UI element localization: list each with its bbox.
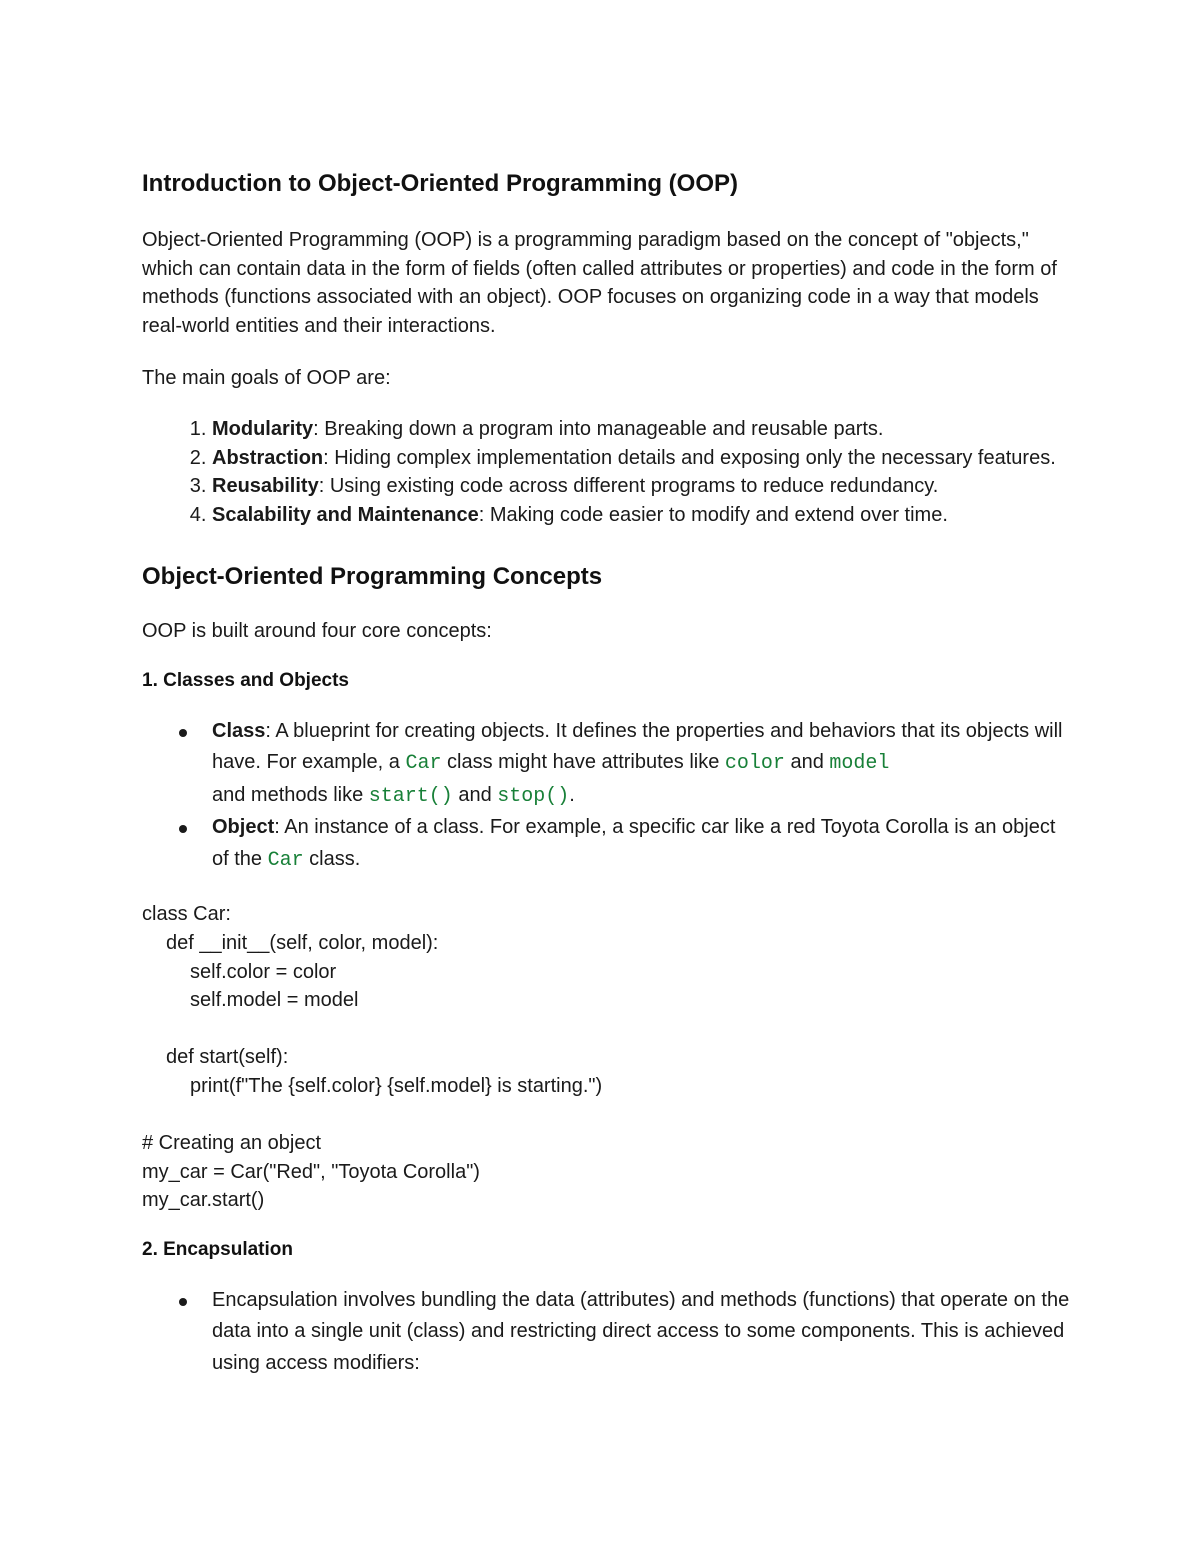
goal-desc: : Making code easier to modify and extend over time. — [478, 503, 948, 526]
inline-code: color — [724, 752, 785, 776]
inline-code: Car — [405, 752, 442, 776]
goal-term: Scalability and Maintenance — [212, 503, 479, 526]
concepts-lead: OOP is built around four core concepts: — [142, 620, 492, 643]
code-line: class Car: — [142, 903, 231, 926]
code-line: def __init__(self, color, model): — [166, 932, 439, 955]
document-page — [142, 168, 1072, 1379]
document-title: Introduction to Object-Oriented Programming (OOP) — [142, 170, 739, 197]
code-line: self.model = model — [190, 989, 359, 1012]
list-item — [212, 812, 1072, 876]
code-line: def start(self): — [166, 1046, 289, 1069]
list-item — [212, 716, 1072, 813]
goal-term: Abstraction — [212, 446, 324, 469]
bullet-term: Object — [212, 816, 275, 839]
goal-desc: : Hiding complex implementation details and exposing only the necessary features. — [323, 446, 1056, 469]
inline-code: model — [829, 752, 890, 776]
intro-paragraph: Object-Oriented Programming (OOP) is a programming paradigm based on the concept of "objects," which can contain data in the form of fields (often called attributes or properties) and code in the form of methods (functions associated with an object). OOP focuses on organizing code in a way that models real-world entities and their interactions. — [142, 229, 1057, 337]
goal-desc: : Breaking down a program into manageable and reusable parts. — [313, 417, 884, 440]
code-line: print(f"The {self.color} {self.model} is starting.") — [190, 1075, 603, 1097]
list-item — [212, 501, 1072, 530]
inline-code: Car — [267, 848, 304, 872]
bullet-text: : An instance of a class. For example, a specific car like a red Toyota Corolla is an object of the — [212, 816, 1056, 870]
code-example — [142, 900, 1072, 1215]
encapsulation-bullet-list — [142, 1285, 1072, 1380]
bullet-text: Encapsulation involves bundling the data (attributes) and methods (functions) that operate on the data into a single unit (class) and restricting direct access to some components. This is achieved using access modifiers: — [212, 1288, 1070, 1374]
code-line: self.color = color — [190, 960, 337, 983]
code-blank-line — [142, 1015, 1072, 1044]
bullet-text: and — [784, 751, 830, 774]
list-item — [212, 472, 1072, 501]
bullet-text: . — [569, 783, 575, 806]
list-item — [212, 444, 1072, 473]
encapsulation-heading: 2. Encapsulation — [142, 1238, 293, 1260]
bullet-text: and — [452, 783, 498, 806]
bullet-icon — [179, 825, 187, 833]
bullet-text: class. — [303, 847, 361, 870]
goal-term: Modularity — [212, 417, 314, 440]
bullet-icon — [179, 729, 187, 737]
code-line: # Creating an object — [142, 1132, 322, 1155]
code-line: my_car.start() — [142, 1189, 265, 1212]
classes-bullet-list — [142, 716, 1072, 877]
concepts-heading: Object-Oriented Programming Concepts — [142, 563, 603, 591]
list-item — [212, 415, 1072, 444]
inline-code: start() — [368, 784, 453, 808]
inline-code: stop() — [497, 784, 570, 808]
classes-heading: 1. Classes and Objects — [142, 669, 349, 691]
goals-lead: The main goals of OOP are: — [142, 367, 391, 390]
bullet-text: and methods like — [212, 783, 369, 806]
list-item — [212, 1285, 1072, 1380]
code-blank-line — [142, 1101, 1072, 1130]
goals-list — [142, 415, 1072, 529]
bullet-term: Class — [212, 719, 266, 742]
bullet-text: class might have attributes like — [441, 751, 725, 774]
bullet-text: : A blueprint for creating objects. It defines the properties and behaviors that its objects will have. For example, a — [212, 719, 1063, 774]
bullet-icon — [179, 1298, 187, 1306]
code-line: my_car = Car("Red", "Toyota Corolla") — [142, 1160, 480, 1183]
goal-desc: : Using existing code across different programs to reduce redundancy. — [318, 475, 939, 498]
goal-term: Reusability — [212, 475, 319, 498]
